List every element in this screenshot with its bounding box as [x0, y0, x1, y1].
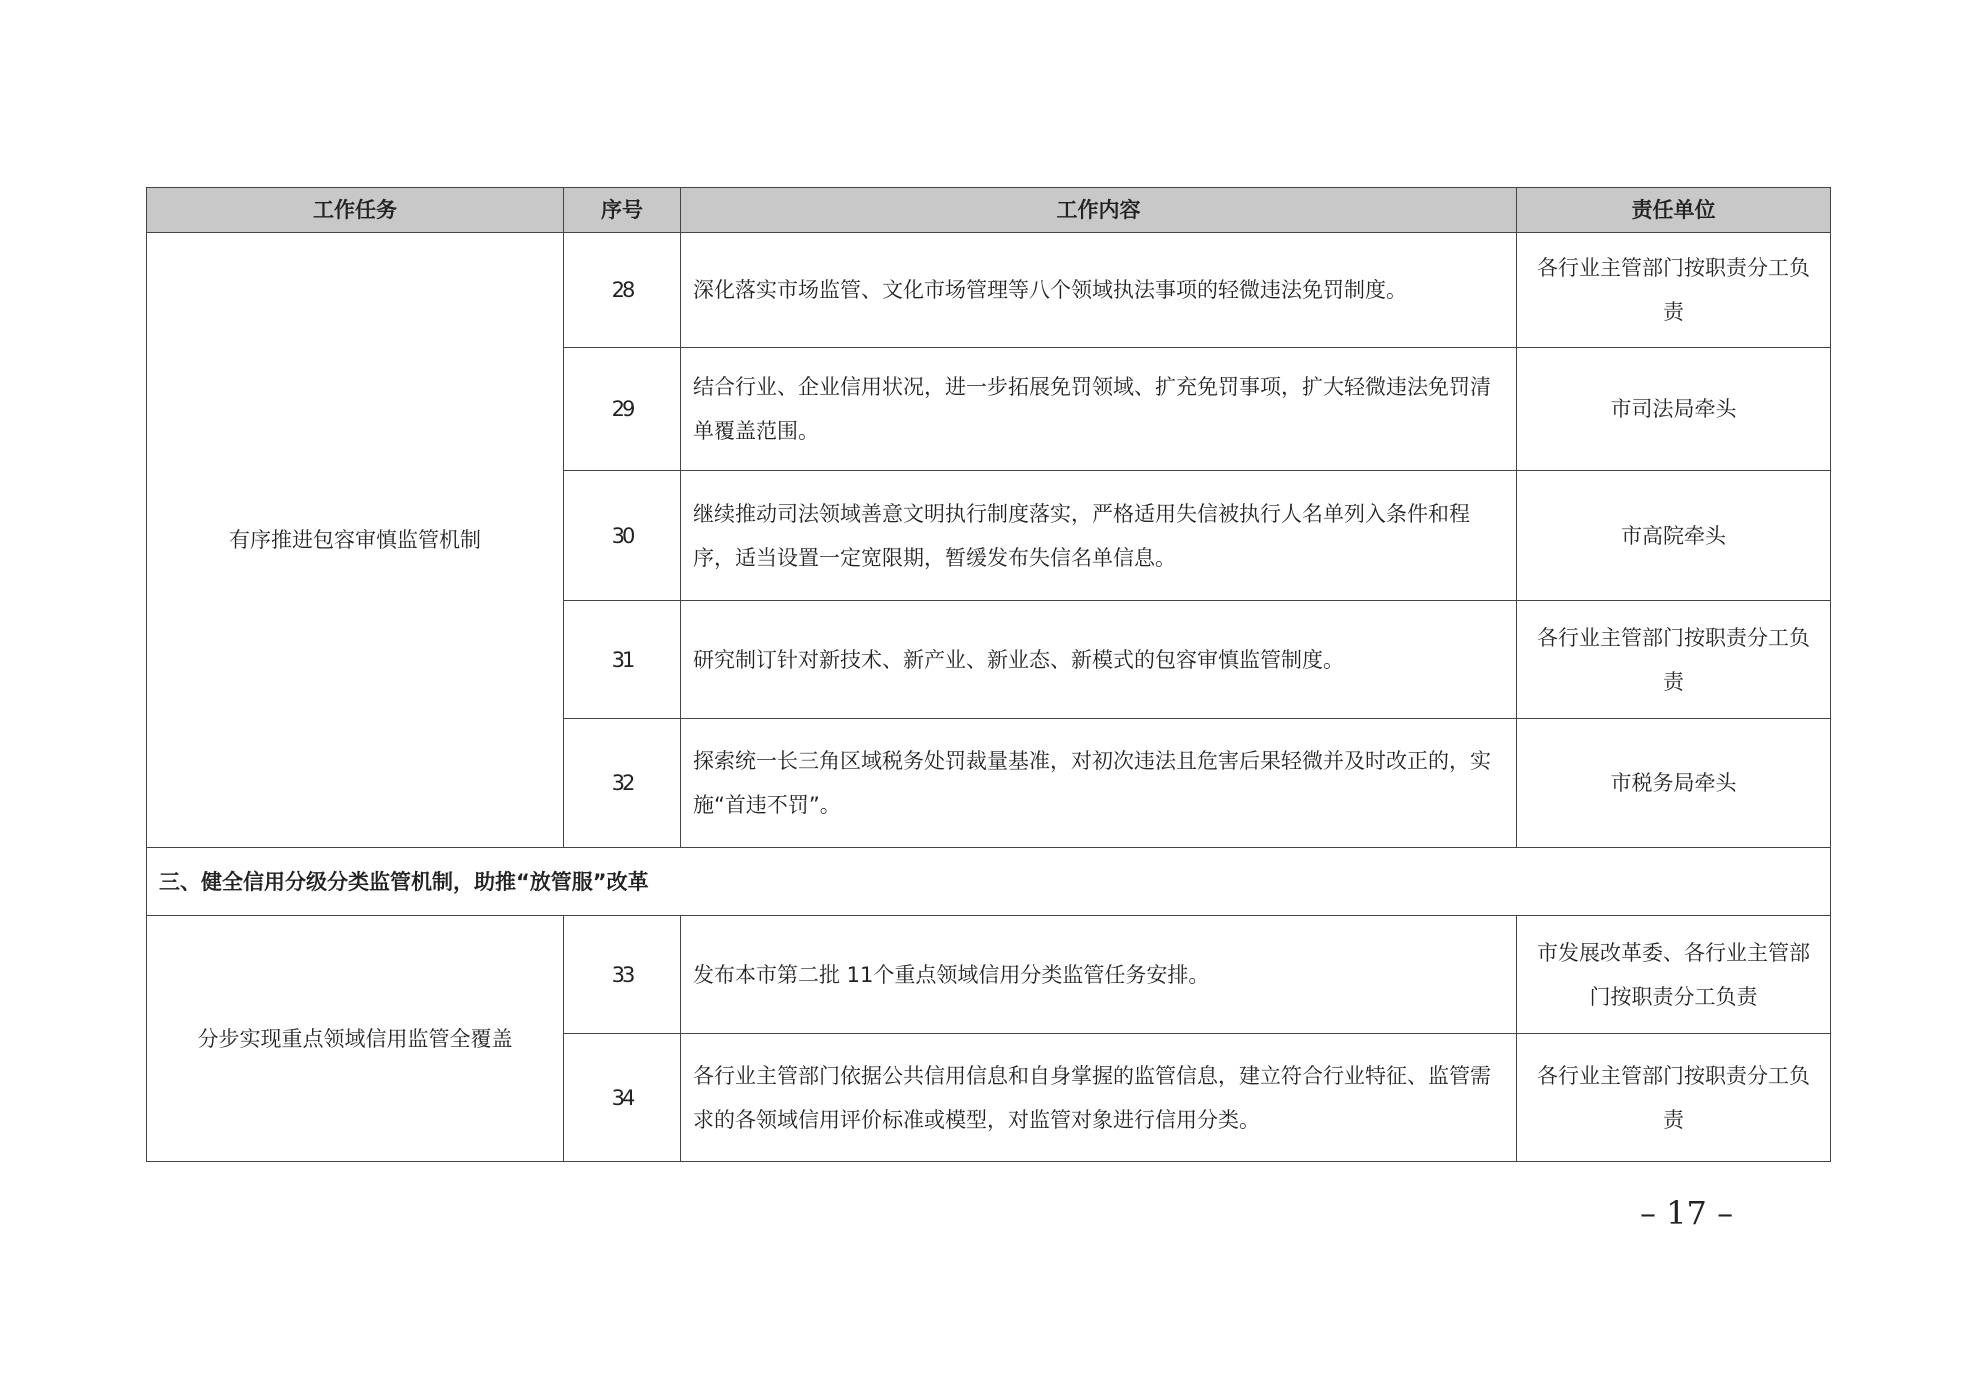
row-number: 33: [564, 916, 681, 1034]
table-row: [147, 233, 1831, 348]
row-unit: 各行业主管部门按职责分工负责: [1517, 233, 1831, 348]
header-unit: 责任单位: [1517, 188, 1831, 233]
row-unit: 市高院牵头: [1517, 471, 1831, 601]
row-content: 各行业主管部门依据公共信用信息和自身掌握的监管信息，建立符合行业特征、监管需求的各领域信用评价标准或模型，对监管对象进行信用分类。: [681, 1034, 1517, 1162]
row-number: 31: [564, 601, 681, 719]
header-task: 工作任务: [147, 188, 564, 233]
task-table: [146, 187, 1831, 1162]
row-content: 研究制订针对新技术、新产业、新业态、新模式的包容审慎监管制度。: [681, 601, 1517, 719]
row-unit: 市发展改革委、各行业主管部门按职责分工负责: [1517, 916, 1831, 1034]
row-number: 34: [564, 1034, 681, 1162]
section-row: [147, 848, 1831, 916]
row-content: 探索统一长三角区域税务处罚裁量基准，对初次违法且危害后果轻微并及时改正的，实施“首违不罚”。: [681, 719, 1517, 848]
section-heading: 三、健全信用分级分类监管机制，助推“放管服”改革: [147, 848, 1831, 916]
row-unit: 市税务局牵头: [1517, 719, 1831, 848]
row-content: 深化落实市场监管、文化市场管理等八个领域执法事项的轻微违法免罚制度。: [681, 233, 1517, 348]
header-content: 工作内容: [681, 188, 1517, 233]
row-number: 29: [564, 348, 681, 471]
row-content: 继续推动司法领域善意文明执行制度落实，严格适用失信被执行人名单列入条件和程序，适当设置一定宽限期，暂缓发布失信名单信息。: [681, 471, 1517, 601]
row-content: 结合行业、企业信用状况，进一步拓展免罚领域、扩充免罚事项，扩大轻微违法免罚清单覆盖范围。: [681, 348, 1517, 471]
row-unit: 各行业主管部门按职责分工负责: [1517, 1034, 1831, 1162]
header-no: 序号: [564, 188, 681, 233]
task-cell: 分步实现重点领域信用监管全覆盖: [147, 916, 564, 1162]
row-unit: 市司法局牵头: [1517, 348, 1831, 471]
header-row: [147, 188, 1831, 233]
row-number: 30: [564, 471, 681, 601]
row-number: 32: [564, 719, 681, 848]
task-cell: 有序推进包容审慎监管机制: [147, 233, 564, 848]
row-unit: 各行业主管部门按职责分工负责: [1517, 601, 1831, 719]
table-row: [147, 916, 1831, 1034]
row-content: 发布本市第二批 11个重点领域信用分类监管任务安排。: [681, 916, 1517, 1034]
row-number: 28: [564, 233, 681, 348]
page-number: – 17 –: [1640, 1194, 1734, 1232]
